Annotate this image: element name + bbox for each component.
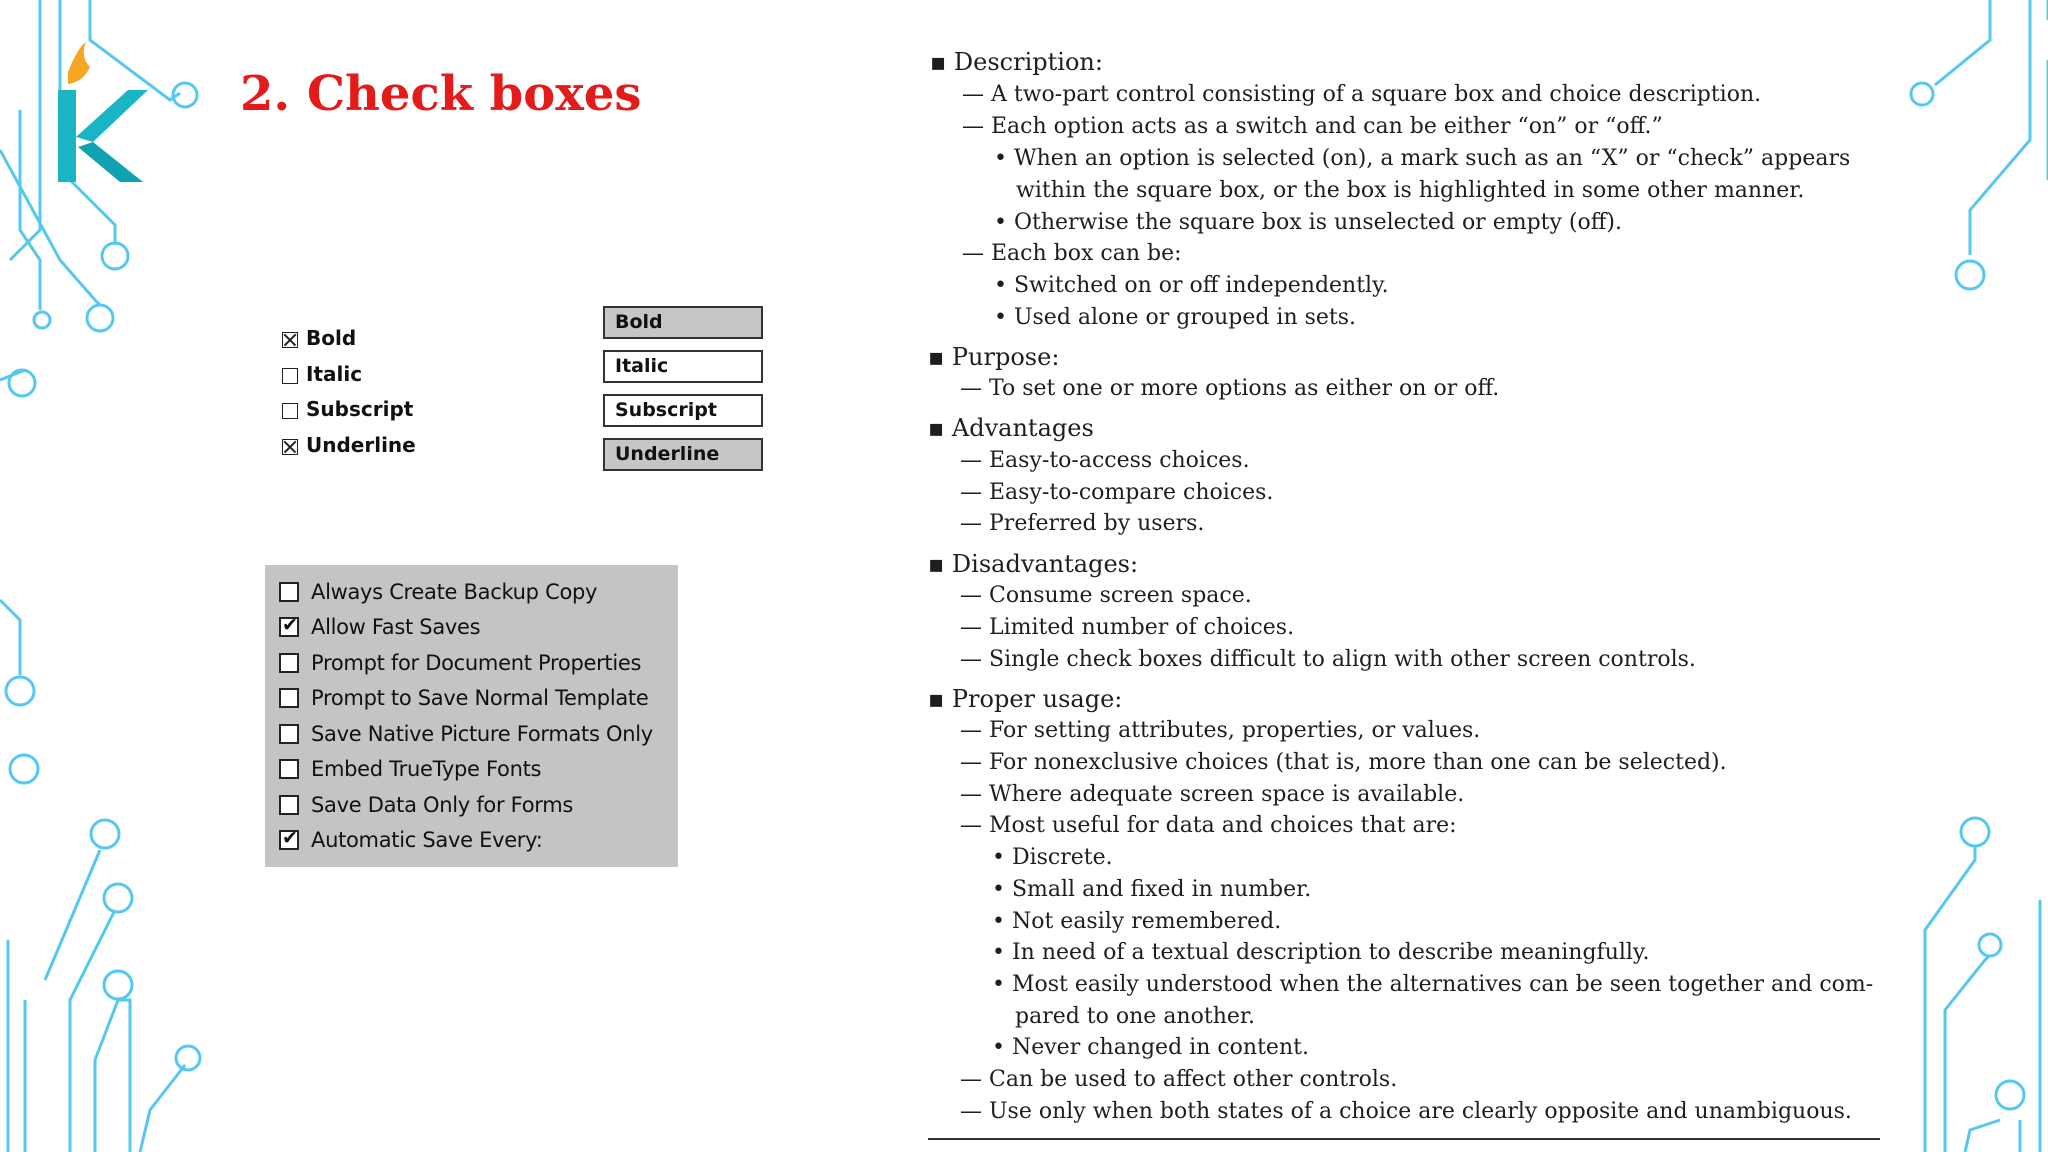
bullet-line: • Not easily remembered.	[992, 909, 1282, 934]
square-bullet-icon: ▪	[928, 550, 952, 578]
description-heading: ▪ Description:	[930, 48, 1103, 76]
bullet-line: • In need of a textual description to describe meaningfully.	[992, 940, 1650, 965]
option-label: Save Native Picture Formats Only	[311, 722, 653, 746]
empty-box-icon[interactable]	[279, 795, 299, 815]
proper-usage-heading: ▪ Proper usage:	[928, 685, 1123, 713]
checkmark-box-icon[interactable]	[279, 830, 299, 850]
bullet-line: — Can be used to affect other controls.	[960, 1067, 1398, 1092]
bullet-line: within the square box, or the box is highlighted in some other manner.	[1016, 178, 1805, 203]
toggle-button-italic[interactable]: Italic	[603, 350, 763, 383]
options-panel	[265, 565, 678, 867]
bullet-line: — Limited number of choices.	[960, 615, 1295, 640]
option-checkbox[interactable]	[279, 754, 541, 784]
bottom-rule	[928, 1138, 1880, 1140]
bullet-line: — Easy-to-compare choices.	[960, 480, 1274, 505]
empty-box-icon[interactable]	[279, 724, 299, 744]
bullet-line: — To set one or more options as either on or off.	[960, 376, 1500, 401]
square-bullet-icon: ▪	[928, 685, 952, 713]
square-bullet-icon: ▪	[930, 48, 954, 76]
square-bullet-icon: ▪	[928, 343, 952, 371]
bullet-line: — A two-part control consisting of a square box and choice description.	[962, 82, 1762, 107]
bullet-line: • Most easily understood when the alternatives can be seen together and com-	[992, 972, 1874, 997]
bullet-line: — Consume screen space.	[960, 583, 1252, 608]
checkbox-label: Italic	[306, 362, 363, 386]
checkbox-underline[interactable]	[282, 431, 416, 459]
checked-box-icon[interactable]	[282, 439, 298, 455]
bullet-line: pared to one another.	[1015, 1004, 1255, 1029]
checkbox-italic[interactable]	[282, 360, 362, 388]
option-label: Always Create Backup Copy	[311, 580, 598, 604]
checkbox-label: Bold	[306, 326, 357, 350]
option-checkbox[interactable]	[279, 577, 597, 607]
bullet-line: — Easy-to-access choices.	[960, 448, 1250, 473]
option-checkbox[interactable]	[279, 648, 641, 678]
slide-title: 2. Check boxes	[240, 66, 642, 122]
bullet-line: • Small and fixed in number.	[992, 877, 1312, 902]
option-label: Embed TrueType Fonts	[311, 757, 542, 781]
bullet-line: — Preferred by users.	[960, 511, 1205, 536]
bullet-line: • Discrete.	[992, 845, 1113, 870]
checkbox-subscript[interactable]	[282, 395, 413, 423]
option-label: Allow Fast Saves	[311, 615, 481, 639]
square-bullet-icon: ▪	[928, 414, 952, 442]
toggle-button-subscript[interactable]: Subscript	[603, 394, 763, 427]
empty-box-icon[interactable]	[279, 582, 299, 602]
checkbox-label: Underline	[306, 433, 416, 457]
empty-box-icon[interactable]	[282, 403, 298, 419]
bullet-line: • Used alone or grouped in sets.	[994, 305, 1357, 330]
checkbox-label: Subscript	[306, 397, 414, 421]
purpose-heading: ▪ Purpose:	[928, 343, 1060, 371]
bullet-line: • Otherwise the square box is unselected or empty (off).	[994, 210, 1622, 235]
bullet-line: • Never changed in content.	[992, 1035, 1309, 1060]
option-label: Automatic Save Every:	[311, 828, 543, 852]
bullet-line: — For setting attributes, properties, or values.	[960, 718, 1481, 743]
bullet-line: — Most useful for data and choices that are:	[960, 813, 1457, 838]
checkbox-bold[interactable]	[282, 324, 356, 352]
toggle-button-underline[interactable]: Underline	[603, 438, 763, 471]
bullet-line: — For nonexclusive choices (that is, more than one can be selected).	[960, 750, 1727, 775]
option-checkbox[interactable]	[279, 612, 480, 642]
option-checkbox[interactable]	[279, 683, 648, 713]
option-checkbox[interactable]	[279, 825, 543, 855]
option-checkbox[interactable]	[279, 790, 573, 820]
k-flame-logo-icon	[48, 42, 158, 192]
checkmark-box-icon[interactable]	[279, 617, 299, 637]
bullet-line: — Where adequate screen space is available.	[960, 782, 1465, 807]
checked-box-icon[interactable]	[282, 332, 298, 348]
bullet-line: — Each box can be:	[962, 241, 1182, 266]
bullet-line: • When an option is selected (on), a mark such as an “X” or “check” appears	[994, 146, 1851, 171]
bullet-line: — Use only when both states of a choice are clearly opposite and unambiguous.	[960, 1099, 1852, 1124]
bullet-line: — Each option acts as a switch and can be either “on” or “off.”	[962, 114, 1663, 139]
advantages-heading: ▪ Advantages	[928, 414, 1094, 442]
empty-box-icon[interactable]	[279, 653, 299, 673]
option-label: Prompt for Document Properties	[311, 651, 642, 675]
empty-box-icon[interactable]	[282, 368, 298, 384]
empty-box-icon[interactable]	[279, 759, 299, 779]
option-checkbox[interactable]	[279, 719, 653, 749]
empty-box-icon[interactable]	[279, 688, 299, 708]
bullet-line: • Switched on or off independently.	[994, 273, 1389, 298]
toggle-button-bold[interactable]: Bold	[603, 306, 763, 339]
disadvantages-heading: ▪ Disadvantages:	[928, 550, 1139, 578]
option-label: Save Data Only for Forms	[311, 793, 574, 817]
option-label: Prompt to Save Normal Template	[311, 686, 649, 710]
bullet-line: — Single check boxes difficult to align with other screen controls.	[960, 647, 1696, 672]
